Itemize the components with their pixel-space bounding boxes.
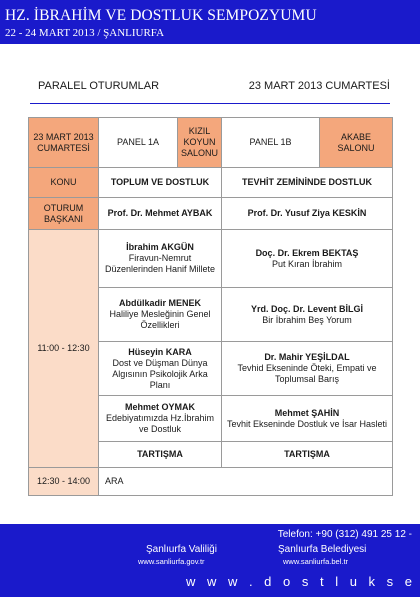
- phone-number: Telefon: +90 (312) 491 25 12 -: [277, 529, 412, 540]
- time-slot-1: 11:00 - 12:30: [29, 230, 99, 468]
- speaker-name: İbrahim AKGÜN: [126, 242, 194, 252]
- topic-a: TOPLUM VE DOSTLUK: [99, 168, 222, 198]
- hall-a: KIZIL KOYUN SALONU: [178, 118, 222, 168]
- speaker-name: Abdülkadir MENEK: [118, 298, 201, 308]
- municipality-name: Şanlıurfa Belediyesi: [278, 544, 367, 555]
- chair-a: Prof. Dr. Mehmet AYBAK: [99, 198, 222, 230]
- hall-b: AKABE SALONU: [320, 118, 393, 168]
- speaker-name: Mehmet ŞAHİN: [274, 407, 340, 418]
- header-divider: [30, 103, 390, 104]
- topic-row: [29, 168, 393, 198]
- governorship-url[interactable]: www.sanliurfa.gov.tr: [138, 557, 205, 566]
- talk-a-2: [99, 288, 222, 342]
- talk-a-4: [99, 396, 222, 442]
- talk-b-4: [222, 396, 393, 442]
- talk-title: Firavun-Nemrut Düzenlerinden Hanif Millete: [104, 253, 216, 274]
- panel-b-title: PANEL 1B: [222, 118, 320, 168]
- session-date: 23 MART 2013 CUMARTESİ: [248, 80, 390, 92]
- topic-b: TEVHİT ZEMİNİNDE DOSTLUK: [222, 168, 393, 198]
- talk-title: Tevhit Ekseninde Dostluk ve İsar Hasleti: [226, 418, 388, 429]
- program-table: [28, 117, 393, 496]
- speaker-name: Hüseyin KARA: [128, 346, 192, 357]
- talk-title: Dost ve Düşman Dünya Algısının Psikolojik Arka Planı: [112, 357, 208, 390]
- table-row: [29, 230, 393, 288]
- talk-b-1: [222, 230, 393, 288]
- talk-b-3: [222, 342, 393, 396]
- chair-b: Prof. Dr. Yusuf Ziya KESKİN: [222, 198, 393, 230]
- symposium-dates: 22 - 24 MART 2013 / ŞANLIURFA: [5, 27, 165, 39]
- talk-a-1: [99, 230, 222, 288]
- panel-a-title: PANEL 1A: [99, 118, 178, 168]
- topic-label: KONU: [29, 168, 99, 198]
- discussion-a: TARTIŞMA: [99, 442, 222, 468]
- symposium-title: HZ. İBRAHİM VE DOSTLUK SEMPOZYUMU: [5, 7, 317, 24]
- talk-title: Tevhid Ekseninde Öteki, Empati ve Toplumsal Barış: [237, 363, 377, 384]
- talk-title: Put Kıran İbrahim: [271, 258, 343, 269]
- date-cell: 23 MART 2013 CUMARTESİ: [29, 118, 99, 168]
- break-row: [29, 468, 393, 496]
- chair-label: OTURUM BAŞKANI: [29, 198, 99, 230]
- governorship-name: Şanlıurfa Valiliği: [146, 544, 217, 555]
- talk-title: Edebiyatımızda Hz.İbrahim ve Dostluk: [105, 413, 215, 434]
- talk-title: Bir İbrahim Beş Yorum: [262, 314, 352, 325]
- time-slot-2: 12:30 - 14:00: [29, 468, 99, 496]
- chair-row: [29, 198, 393, 230]
- footer-banner: [0, 524, 420, 597]
- municipality-url[interactable]: www.sanliurfa.bel.tr: [283, 557, 349, 566]
- talk-b-2: [222, 288, 393, 342]
- sessions-heading: PARALEL OTURUMLAR: [38, 80, 160, 92]
- speaker-name: Dr. Mahir YEŞİLDAL: [264, 352, 350, 362]
- discussion-b: TARTIŞMA: [222, 442, 393, 468]
- talk-title: Haliliye Mesleğinin Genel Özellikleri: [109, 309, 211, 330]
- speaker-name: Mehmet OYMAK: [124, 402, 195, 412]
- website-url[interactable]: w w w . d o s t l u k s e: [185, 574, 416, 589]
- speaker-name: Doç. Dr. Ekrem BEKTAŞ: [255, 247, 359, 258]
- header-banner: [0, 0, 420, 44]
- break-label: ARA: [99, 468, 393, 496]
- talk-a-3: [99, 342, 222, 396]
- table-header-row: [29, 118, 393, 168]
- speaker-name: Yrd. Doç. Dr. Levent BİLGİ: [250, 303, 364, 314]
